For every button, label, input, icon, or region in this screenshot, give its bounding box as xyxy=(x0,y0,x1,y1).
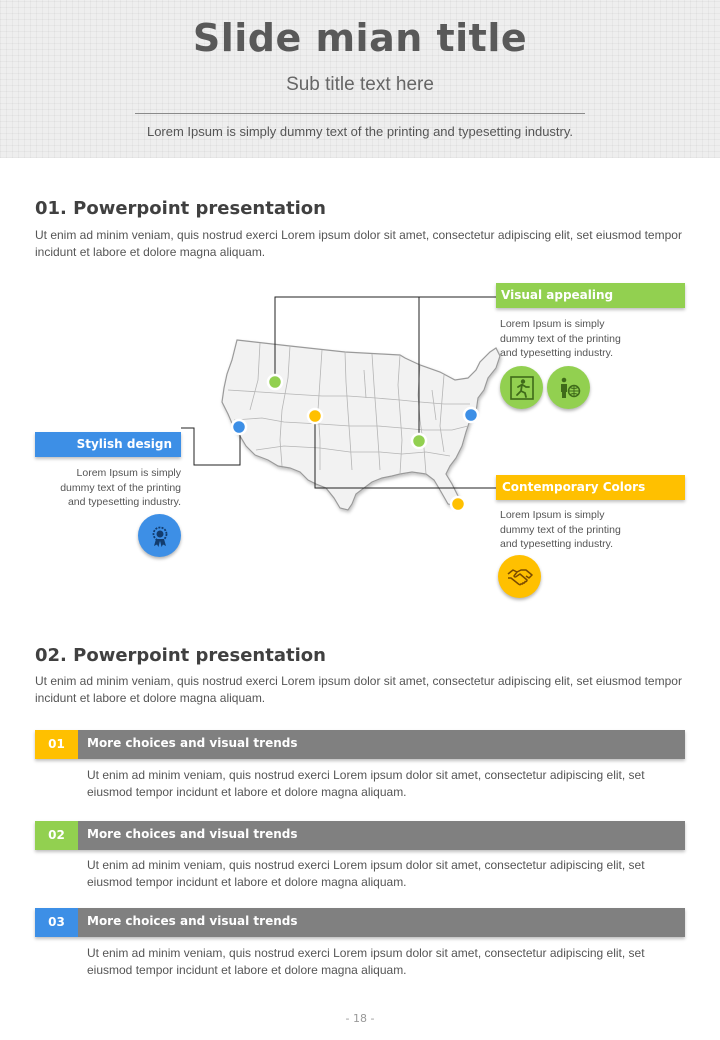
header-divider xyxy=(135,113,585,114)
section-1-text: Ut enim ad minim veniam, quis nostrud exerci Lorem ipsum dolor sit amet, consectetur adipiscing elit, set eiusmod tempor incidunt et labore et dolore magna aliquam. xyxy=(35,228,682,259)
contemporary-colors-text: Lorem Ipsum is simply dummy text of the printing and typesetting industry. xyxy=(500,509,621,550)
page-number: - 18 - xyxy=(345,1012,375,1025)
usa-map-shape xyxy=(222,340,500,510)
pin-yellow-florida xyxy=(451,497,465,511)
visual-appealing-label: Visual appealing xyxy=(496,283,685,308)
section-2-text: Ut enim ad minim veniam, quis nostrud exerci Lorem ipsum dolor sit amet, consectetur adipiscing elit, set eiusmod tempor incidunt et labore et dolore magna aliquam. xyxy=(35,674,682,705)
list-item-03-title: More choices and visual trends xyxy=(87,914,298,928)
award-ribbon-icon xyxy=(138,514,181,557)
connector-lines xyxy=(181,297,496,488)
visual-appealing-text: Lorem Ipsum is simply dummy text of the printing and typesetting industry. xyxy=(500,318,621,359)
running-person-exit-icon xyxy=(500,366,543,409)
list-item-03-text: Ut enim ad minim veniam, quis nostrud exerci Lorem ipsum dolor sit amet, consectetur adipiscing elit, set eiusmod tempor incidunt et labore et dolore magna aliquam. xyxy=(87,946,645,977)
list-item-03-number: 03 xyxy=(35,908,78,937)
list-item-03-bar xyxy=(35,908,685,937)
handshake-icon xyxy=(498,555,541,598)
pin-blue-east xyxy=(464,408,478,422)
section-1-heading: 01. Powerpoint presentation xyxy=(35,198,326,219)
stylish-design-label: Stylish design xyxy=(35,432,181,457)
pin-green-southeast xyxy=(412,434,426,448)
section-2-heading: 02. Powerpoint presentation xyxy=(35,645,326,666)
list-item-02-bar xyxy=(35,821,685,850)
stylish-design-text: Lorem Ipsum is simply dummy text of the printing and typesetting industry. xyxy=(60,467,181,508)
person-globe-icon xyxy=(547,366,590,409)
list-item-01-number: 01 xyxy=(35,730,78,759)
pin-blue-west xyxy=(232,420,246,434)
page-subtitle: Sub title text here xyxy=(286,74,434,95)
list-item-01-bar xyxy=(35,730,685,759)
list-item-02-text: Ut enim ad minim veniam, quis nostrud exerci Lorem ipsum dolor sit amet, consectetur adipiscing elit, set eiusmod tempor incidunt et labore et dolore magna aliquam. xyxy=(87,858,645,889)
header-banner xyxy=(0,0,720,158)
contemporary-colors-label: Contemporary Colors xyxy=(496,475,685,500)
map-pins xyxy=(232,375,478,511)
state-borders xyxy=(228,343,470,474)
list-item-01-title: More choices and visual trends xyxy=(87,736,298,750)
pin-yellow-center xyxy=(308,409,322,423)
page-title: Slide mian title xyxy=(192,16,528,60)
list-item-01-text: Ut enim ad minim veniam, quis nostrud exerci Lorem ipsum dolor sit amet, consectetur adipiscing elit, set eiusmod tempor incidunt et labore et dolore magna aliquam. xyxy=(87,768,645,799)
pin-green-north xyxy=(268,375,282,389)
list-item-02-title: More choices and visual trends xyxy=(87,827,298,841)
header-description: Lorem Ipsum is simply dummy text of the printing and typesetting industry. xyxy=(146,124,574,139)
list-item-02-number: 02 xyxy=(35,821,78,850)
